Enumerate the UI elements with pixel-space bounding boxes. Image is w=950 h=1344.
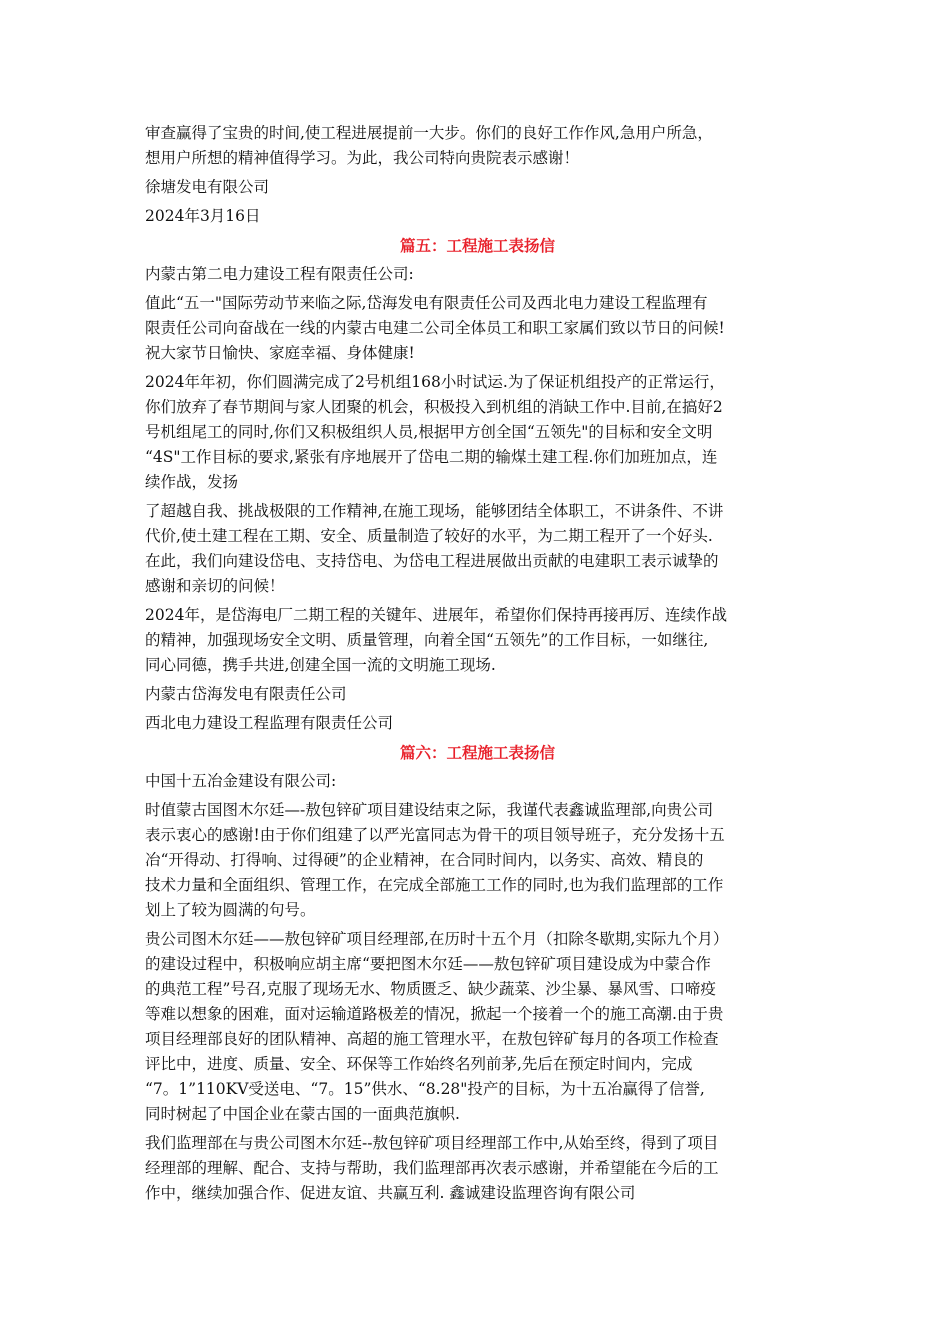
intro-date: 2024年3月16日 (145, 207, 261, 225)
text-line: 了超越自我、挑战极限的工作精神,在施工现场，能够团结全体职工，不讲条件、不讲 (145, 502, 724, 520)
text-line: 划上了较为圆满的句号。 (145, 901, 316, 919)
text-line: 想用户所想的精神值得学习。为此，我公司特向贵院表示感谢！ (145, 149, 580, 167)
text-line: 2024年，是岱海电厂二期工程的关键年、进展年，希望你们保持再接再厉、连续作战 (145, 606, 727, 624)
text-line: 2024年年初，你们圆满完成了2号机组168小时试运.为了保证机组投产的正常运行， (145, 373, 725, 391)
text-line: 你们放弃了春节期间与家人团聚的机会，积极投入到机组的消缺工作中.目前,在搞好2 (145, 398, 723, 416)
text-line: 同时树起了中国企业在蒙古国的一面典范旗帜. (145, 1105, 460, 1123)
section-5-paragraph-3 (145, 499, 810, 599)
section-5-heading: 篇五：工程施工表扬信 (399, 236, 555, 255)
text-line: 项目经理部良好的团队精神、高超的施工管理水平，在敖包锌矿每月的各项工作检查 (145, 1030, 719, 1048)
section-5-signer-1: 内蒙古岱海发电有限责任公司 (145, 685, 347, 703)
text-line: 的典范工程”号召,克服了现场无水、物质匮乏、缺少蔬菜、沙尘暴、暴风雪、口啼疫 (145, 980, 716, 998)
section-6-paragraph-2 (145, 927, 810, 1127)
text-line: 冶“开得动、打得响、过得硬”的企业精神，在合同时间内，以务实、高效、精良的 (145, 851, 704, 869)
section-6-paragraph-1 (145, 798, 810, 923)
text-line: 号机组尾工的同时,你们又积极组织人员,根据甲方创全国“五领先"的目标和安全文明 (145, 423, 713, 441)
intro-paragraph (145, 121, 810, 171)
section-6-salutation: 中国十五冶金建设有限公司: (145, 772, 337, 790)
text-line: 值此“五一"国际劳动节来临之际,岱海发电有限责任公司及西北电力建设工程监理有 (145, 294, 708, 312)
text-line: 等难以想象的困难，面对运输道路极差的情况，掀起一个接着一个的施工高潮.由于贵 (145, 1005, 724, 1023)
text-line: 代价,使土建工程在工期、安全、质量制造了较好的水平，为二期工程开了一个好头. (145, 527, 713, 545)
text-line: 表示衷心的感谢!由于你们组建了以严光富同志为骨干的项目领导班子，充分发扬十五 (145, 826, 725, 844)
text-line: 感谢和亲切的问候！ (145, 577, 285, 595)
text-line: 限责任公司向奋战在一线的内蒙古电建二公司全体员工和职工家属们致以节日的问候! (145, 319, 725, 337)
section-5-signer-2: 西北电力建设工程监理有限责任公司 (145, 714, 394, 732)
section-6-paragraph-3 (145, 1131, 810, 1206)
text-line: “4S"工作目标的要求,紧张有序地展开了岱电二期的输煤土建工程.你们加班加点，连 (145, 448, 718, 466)
text-line: 的精神，加强现场安全文明、质量管理，向着全国“五领先”的工作目标，一如继往, (145, 631, 709, 649)
text-line: 经理部的理解、配合、支持与帮助，我们监理部再次表示感谢，并希望能在今后的工 (145, 1159, 719, 1177)
text-line: 同心同德，携手共进,创建全国一流的文明施工现场. (145, 656, 496, 674)
text-line: 审查赢得了宝贵的时间,使工程进展提前一大步。你们的良好工作作风,急用户所急， (145, 124, 713, 142)
text-line: 时值蒙古国图木尔廷—-敖包锌矿项目建设结束之际，我谨代表鑫诚监理部,向贵公司 (145, 801, 714, 819)
section-5-paragraph-1 (145, 291, 810, 366)
section-6-heading: 篇六：工程施工表扬信 (399, 743, 555, 762)
text-line: 我们监理部在与贵公司图木尔廷--敖包锌矿项目经理部工作中,从始至终，得到了项目 (145, 1134, 719, 1152)
section-5-salutation: 内蒙古第二电力建设工程有限责任公司: (145, 265, 414, 283)
section-5-paragraph-4 (145, 603, 810, 678)
text-line: 续作战，发扬 (145, 473, 239, 491)
text-line: “7。1”110KV受送电、“7。15”供水、“8.28"投产的目标，为十五冶赢得了信誉, (145, 1080, 705, 1098)
text-line: 在此，我们向建设岱电、支持岱电、为岱电工程进展做出贡献的电建职工表示诚挚的 (145, 552, 719, 570)
document-page (145, 121, 810, 1210)
text-line: 祝大家节日愉快、家庭幸福、身体健康! (145, 344, 415, 362)
text-line: 评比中，进度、质量、安全、环保等工作始终名列前茅,先后在预定时间内，完成 (145, 1055, 693, 1073)
text-line: 作中，继续加强合作、促进友谊、共赢互利. 鑫诚建设监理咨询有限公司 (145, 1184, 636, 1202)
text-line: 技术力量和全面组织、管理工作，在完成全部施工工作的同时,也为我们监理部的工作 (145, 876, 724, 894)
text-line: 的建设过程中，积极响应胡主席“要把图木尔廷——敖包锌矿项目建设成为中蒙合作 (145, 955, 711, 973)
intro-signer: 徐塘发电有限公司 (145, 178, 270, 196)
text-line: 贵公司图木尔廷——敖包锌矿项目经理部,在历时十五个月（扣除冬歇期,实际九个月） (145, 930, 729, 948)
section-5-paragraph-2 (145, 370, 810, 495)
